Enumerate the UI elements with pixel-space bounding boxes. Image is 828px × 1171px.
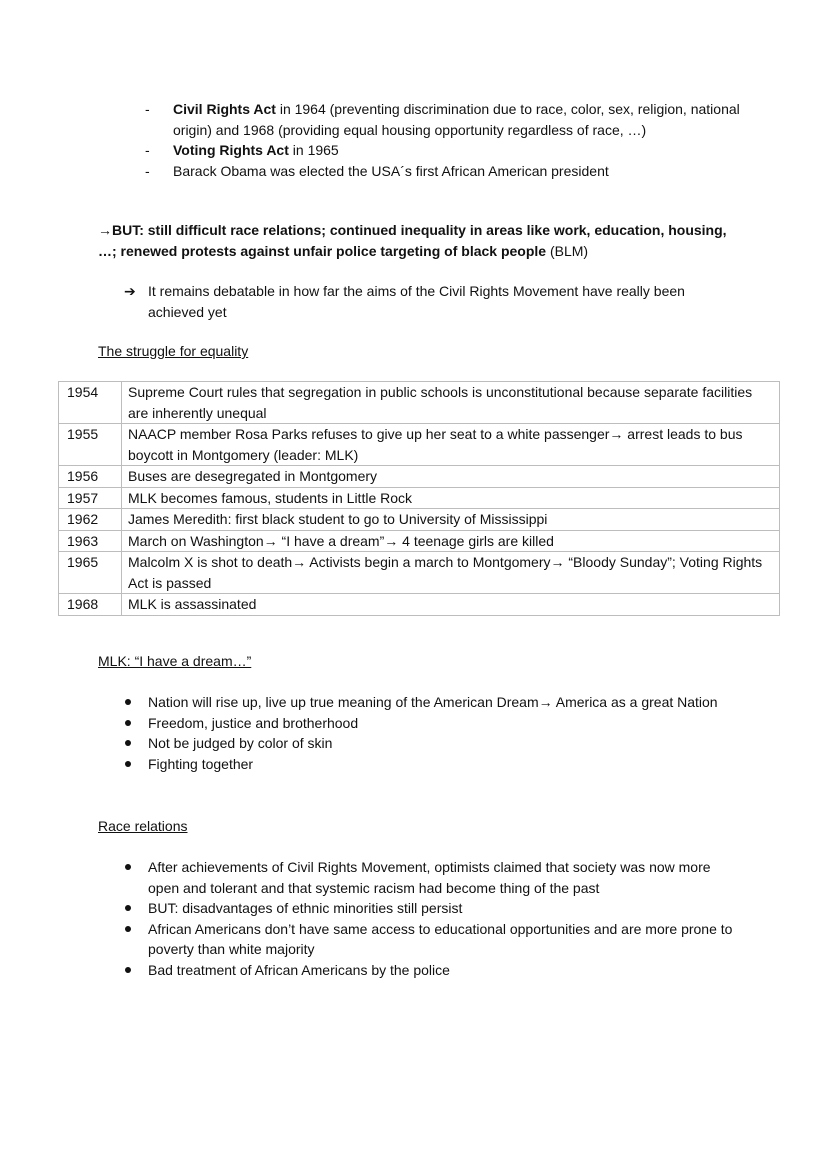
event-cell: MLK is assassinated [122,594,780,616]
event-cell: MLK becomes famous, students in Little Rock [122,487,780,509]
race-list [124,857,739,980]
year-cell: 1954 [59,382,122,424]
arrow-icon: ➔ [124,283,136,299]
but-paragraph [98,220,738,262]
table-row [59,509,780,531]
year-cell: 1965 [59,552,122,594]
conclusion-text: It remains debatable in how far the aims of the Civil Rights Movement have really been achieved yet [148,283,685,320]
achievements-list [145,99,745,181]
item-text: in 1964 (preventing discrimination due to race, color, sex, religion, national origin) and 1968 (providing equal housing opportunity regardless of race, …) [173,101,740,138]
year-cell: 1962 [59,509,122,531]
table-row [59,552,780,594]
table-row [59,594,780,616]
but-bold-text: →BUT: still difficult race relations; continued inequality in areas like work, education, housing, …; renewed protests against unfair police targeting of black people [98,222,727,259]
year-cell: 1955 [59,424,122,466]
table-row [59,382,780,424]
item-bold: Civil Rights Act [173,101,276,117]
list-item [145,140,745,161]
dash-marker: - [145,142,150,158]
list-item: BUT: disadvantages of ethnic minorities still persist [124,898,739,919]
dream-list [124,692,739,774]
struggle-heading: The struggle for equality [98,343,249,359]
item-text: Barack Obama was elected the USA´s first African American president [173,162,609,179]
dash-marker: - [145,162,150,179]
list-item: African Americans don’t have same access to educational opportunities and are more prone to poverty than white majority [124,919,739,960]
dream-heading: MLK: “I have a dream…” [98,653,252,669]
list-item: Nation will rise up, live up true meaning of the American Dream→ America as a great Nation [124,692,739,713]
event-cell: Malcolm X is shot to death→ Activists begin a march to Montgomery→ “Bloody Sunday”; Voting Rights Act is passed [122,552,780,594]
table-row [59,487,780,509]
event-cell: Supreme Court rules that segregation in public schools is unconstitutional because separate facilities are inherently unequal [122,382,780,424]
year-cell: 1968 [59,594,122,616]
list-item: Freedom, justice and brotherhood [124,713,739,734]
year-cell: 1957 [59,487,122,509]
list-item: Bad treatment of African Americans by the police [124,960,739,981]
table-row [59,424,780,466]
dash-marker: - [145,101,150,117]
table-row [59,466,780,488]
table-row [59,530,780,552]
item-bold: Voting Rights Act [173,142,289,158]
item-text: in 1965 [288,142,339,158]
conclusion-paragraph [124,281,744,322]
list-item: Not be judged by color of skin [124,733,739,754]
list-item [145,161,745,182]
event-cell: Buses are desegregated in Montgomery [122,466,780,488]
list-item: After achievements of Civil Rights Movement, optimists claimed that society was now more open and tolerant and that systemic racism had become thing of the past [124,857,739,898]
event-cell: NAACP member Rosa Parks refuses to give up her seat to a white passenger→ arrest leads to bus boycott in Montgomery (leader: MLK) [122,424,780,466]
event-cell: James Meredith: first black student to go to University of Mississippi [122,509,780,531]
event-cell: March on Washington→ “I have a dream”→ 4 teenage girls are killed [122,530,780,552]
list-item [145,99,745,140]
but-normal-text: (BLM) [546,243,589,259]
year-cell: 1963 [59,530,122,552]
timeline-table [58,381,780,616]
race-heading: Race relations [98,818,188,834]
list-item: Fighting together [124,754,739,775]
year-cell: 1956 [59,466,122,488]
